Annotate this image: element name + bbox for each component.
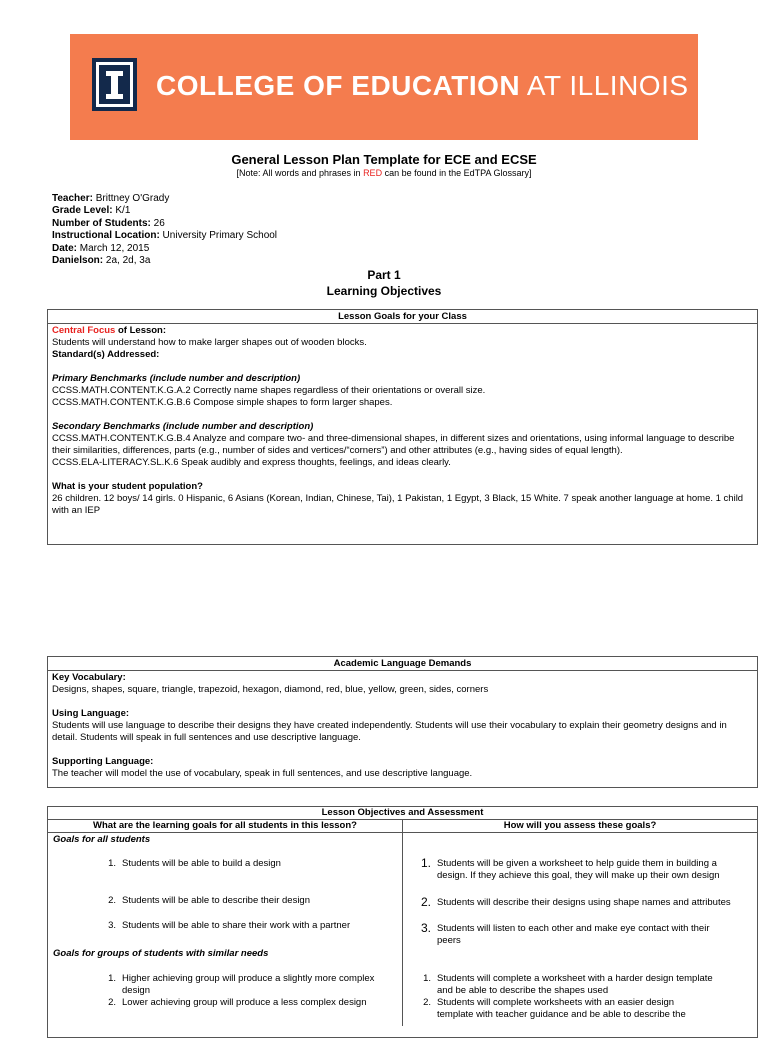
info-grade-level: Grade Level: K/1: [52, 205, 131, 217]
info-number-of-students: Number of Students: 26: [52, 217, 165, 229]
assessment-column: [403, 820, 757, 1026]
list-item: 2. Lower achieving group will produce a less complex design: [108, 997, 367, 1008]
objectives-assessment-box: [47, 806, 758, 1038]
using-language-text: Students will use language to describe their designs they have created independently. Students will use their vocabulary to explain their geometry designs and in detail. Students will speak in full sentences and use descriptive language.: [52, 720, 727, 743]
using-language-label: Using Language:: [52, 708, 130, 719]
lesson-goals-box: [47, 309, 758, 545]
list-item: 3. Students will listen to each other and make eye contact with their peers: [420, 921, 710, 946]
part-heading: Part 1 Learning Objectives: [326, 268, 442, 298]
lesson-info: [52, 193, 277, 267]
population-text: 26 children. 12 boys/ 14 girls. 0 Hispanic, 6 Asians (Korean, Indian, Chinese, Tai), 1 Pakistan, 1 Egypt, 3 Black, 15 White. 7 speak another language at home. 1 child with an IEP: [52, 493, 744, 516]
document-note: [Note: All words and phrases in RED can be found in the EdTPA Glossary]: [236, 168, 532, 178]
key-vocabulary-label: Key Vocabulary:: [52, 672, 126, 683]
info-danielson: Danielson: 2a, 2d, 3a: [52, 255, 151, 267]
list-item: 1. Students will complete a worksheet with a harder design template and be able to describe the shapes used: [423, 973, 713, 996]
list-item: 1. Students will be given a worksheet to help guide them in building a design. If they achieve this goal, they will make up their own design: [420, 856, 720, 881]
list-item: 3. Students will be able to share their work with a partner: [108, 920, 351, 931]
key-vocabulary-text: Designs, shapes, square, triangle, trapezoid, hexagon, diamond, red, blue, yellow, green, sides, corners: [52, 684, 489, 695]
secondary-benchmarks-label: Secondary Benchmarks (include number and description): [52, 421, 314, 432]
all-students-label: Goals for all students: [53, 834, 151, 845]
assessment-header: How will you assess these goals?: [403, 820, 757, 833]
secondary-benchmark: CCSS.ELA-LITERACY.SL.K.6 Speak audibly and express thoughts, feelings, and ideas clearly.: [52, 457, 451, 468]
banner-title: COLLEGE OF EDUCATION AT ILLINOIS: [156, 70, 689, 101]
list-item: 2. Students will complete worksheets with an easier design template with teacher guidance and be able to describe the: [423, 997, 686, 1020]
central-focus-label: Central Focus of Lesson:: [52, 325, 167, 336]
primary-benchmark: CCSS.MATH.CONTENT.K.G.B.6 Compose simple shapes to form larger shapes.: [52, 397, 393, 408]
info-location: Instructional Location: University Primary School: [52, 230, 278, 242]
list-item: 1. Students will be able to build a design: [108, 858, 281, 869]
list-item: 2. Students will describe their designs using shape names and attributes: [420, 895, 731, 909]
standards-label: Standard(s) Addressed:: [52, 349, 160, 360]
secondary-benchmark: CCSS.MATH.CONTENT.K.G.B.4 Analyze and compare two- and three-dimensional shapes, in different sizes and orientations, using informal language to describe their similarities, differences, parts (e.g., number of sides and vertices/“corners”) and other attributes (e.g., having sides of equal length).: [52, 433, 735, 456]
objectives-header: Lesson Objectives and Assessment: [48, 807, 757, 820]
academic-language-header: Academic Language Demands: [48, 657, 757, 671]
list-item: 2. Students will be able to describe their design: [108, 895, 311, 906]
academic-language-box: [47, 656, 758, 788]
central-focus-text: Students will understand how to make larger shapes out of wooden blocks.: [52, 337, 367, 348]
list-item: 1. Higher achieving group will produce a slightly more complex design: [108, 973, 375, 996]
population-label: What is your student population?: [52, 481, 203, 492]
lesson-goals-header: Lesson Goals for your Class: [48, 310, 757, 324]
supporting-language-text: The teacher will model the use of vocabulary, speak in full sentences, and use descriptive language.: [52, 768, 473, 779]
primary-benchmarks-label: Primary Benchmarks (include number and description): [52, 373, 301, 384]
info-date: Date: March 12, 2015: [52, 242, 150, 254]
college-banner: [70, 34, 698, 140]
supporting-language-label: Supporting Language:: [52, 756, 154, 767]
primary-benchmark: CCSS.MATH.CONTENT.K.G.A.2 Correctly name shapes regardless of their orientations or overall size.: [52, 385, 486, 396]
document-title: General Lesson Plan Template for ECE and ECSE: [231, 152, 537, 167]
block-i-logo-icon: [92, 58, 137, 111]
learning-goals-header: What are the learning goals for all students in this lesson?: [48, 820, 402, 833]
info-teacher: Teacher: Brittney O'Grady: [52, 193, 170, 204]
groups-label: Goals for groups of students with similar needs: [53, 948, 269, 959]
learning-goals-column: [48, 820, 403, 1026]
